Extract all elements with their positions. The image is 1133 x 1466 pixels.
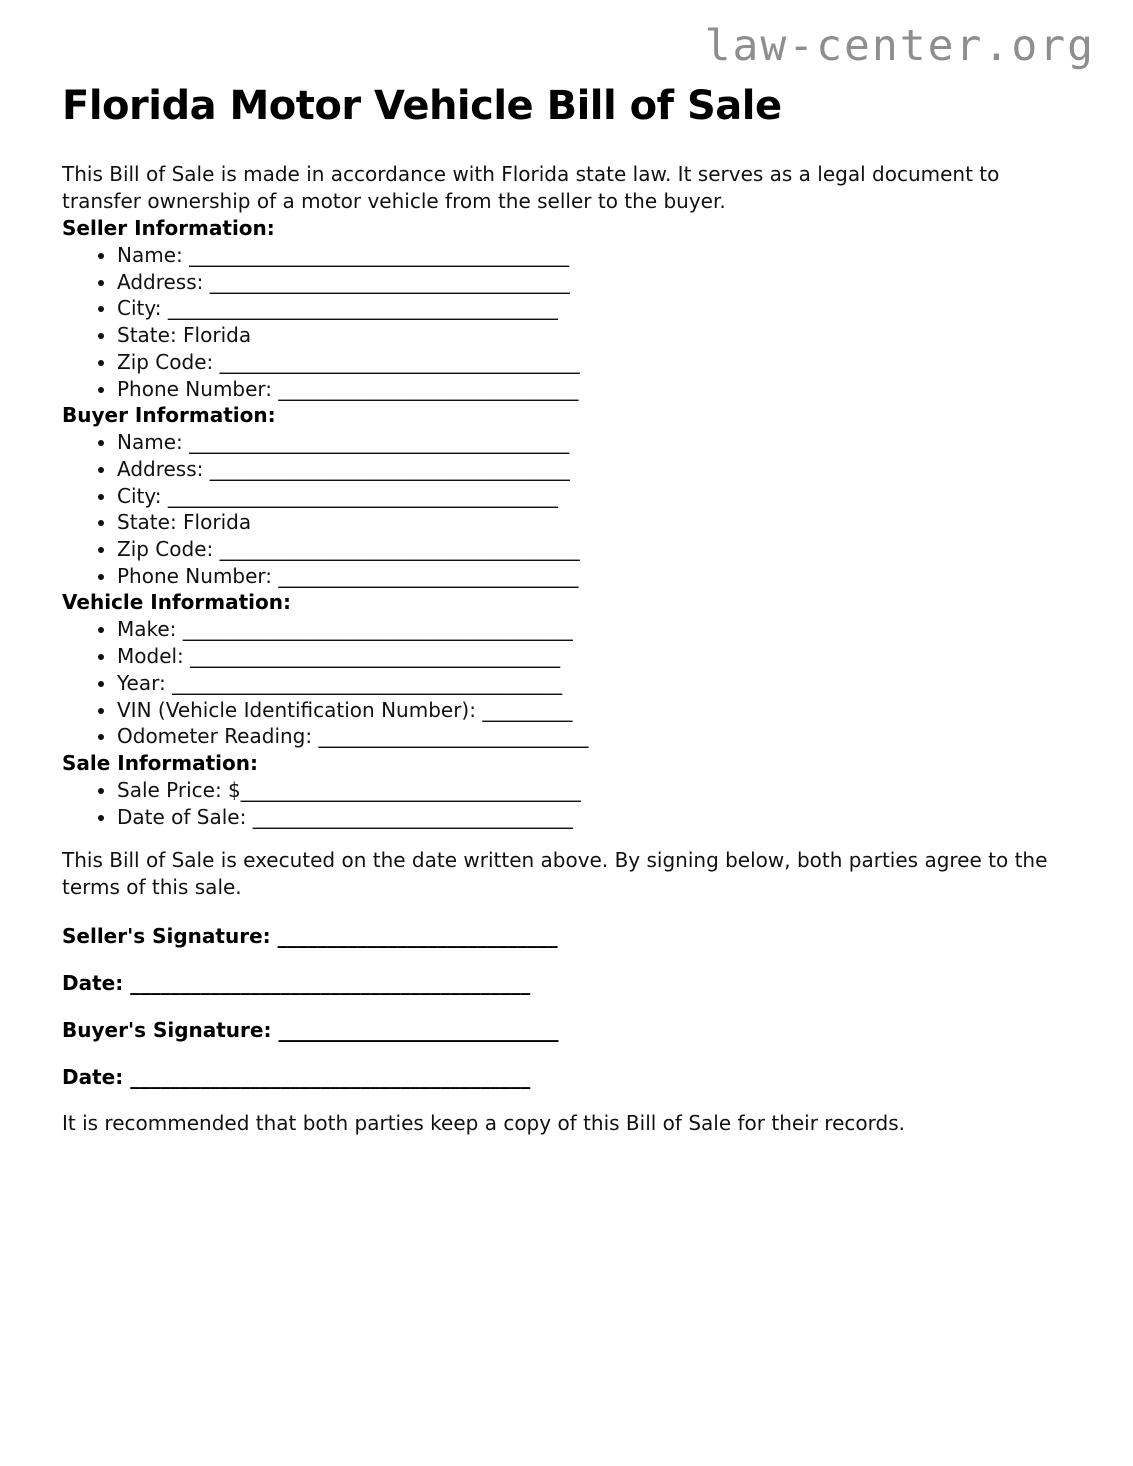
signature-label: Buyer's Signature:: [62, 1018, 272, 1043]
field-label: Model:: [117, 644, 184, 669]
vehicle-fields-list: [62, 616, 1071, 750]
signature-blank-line: ________________________________________: [123, 1065, 531, 1090]
field-label: Phone Number:: [117, 563, 273, 588]
seller-signature-row: [62, 923, 1071, 950]
field-seller-address: [117, 269, 1071, 296]
field-label: Zip Code:: [117, 349, 214, 374]
section-heading-seller: Seller Information:: [62, 216, 275, 240]
buyer-signature-row: [62, 1017, 1071, 1044]
field-blank-line: _______________________________________: [165, 670, 563, 695]
field-model: [117, 643, 1071, 670]
signature-blank-line: ____________________________: [271, 1018, 559, 1043]
seller-fields-list: [62, 242, 1071, 402]
field-blank-line: ____________________________________: [203, 456, 570, 481]
field-seller-city: [117, 295, 1071, 322]
field-label: Sale Price: $: [117, 777, 241, 802]
document-title: Florida Motor Vehicle Bill of Sale: [62, 83, 782, 129]
buyer-date-row: [62, 1064, 1071, 1091]
field-label: City:: [117, 483, 162, 508]
seller-date-row: [62, 970, 1071, 997]
field-sale-price: [117, 777, 1071, 804]
field-value: Florida: [176, 323, 252, 348]
site-watermark: law-center.org: [704, 21, 1095, 71]
field-label: Phone Number:: [117, 376, 273, 401]
field-label: Address:: [117, 456, 204, 481]
sale-fields-list: [62, 777, 1071, 830]
field-make: [117, 616, 1071, 643]
field-label: State:: [117, 510, 177, 535]
field-label: City:: [117, 296, 162, 321]
field-label: VIN (Vehicle Identification Number):: [117, 697, 476, 722]
field-blank-line: _____________________________________: [183, 644, 561, 669]
field-buyer-zip-code: [117, 536, 1071, 563]
field-vin: [117, 697, 1071, 724]
field-value: Florida: [176, 510, 252, 535]
footer-note: It is recommended that both parties keep a copy of this Bill of Sale for their records.: [62, 1111, 905, 1136]
buyer-information-section: [62, 402, 1071, 589]
field-seller-zip-code: [117, 349, 1071, 376]
execution-clause: This Bill of Sale is executed on the date written above. By signing below, both parties agree to the terms of this sale.: [62, 848, 1048, 900]
field-seller-phone-number: [117, 376, 1071, 403]
field-buyer-state: [117, 509, 1071, 536]
field-blank-line: ______________________________________: [182, 243, 570, 267]
field-blank-line: _______________________________________: [161, 296, 558, 321]
field-label: Zip Code:: [117, 537, 214, 562]
section-heading-buyer: Buyer Information:: [62, 403, 276, 428]
field-buyer-phone-number: [117, 563, 1071, 590]
field-odometer-reading: [117, 723, 1071, 750]
field-buyer-city: [117, 483, 1071, 510]
field-label: Date of Sale:: [117, 804, 247, 829]
field-label: Year:: [117, 670, 166, 695]
vehicle-information-section: [62, 589, 1071, 750]
field-label: Name:: [117, 430, 183, 455]
field-blank-line: ____________________________________: [203, 269, 570, 294]
field-blank-line: ______________________________: [272, 376, 579, 401]
field-buyer-address: [117, 456, 1071, 483]
field-label: State:: [117, 323, 177, 348]
field-blank-line: _______________________________________: [176, 617, 573, 642]
signature-label: Date:: [62, 971, 124, 996]
field-blank-line: ___________________________: [312, 724, 589, 749]
signature-label: Seller's Signature:: [62, 924, 271, 949]
field-blank-line: ________________________________: [246, 804, 573, 829]
field-buyer-name: [117, 429, 1071, 456]
sale-information-section: [62, 750, 1071, 830]
seller-information-section: [62, 215, 1071, 402]
buyer-fields-list: [62, 429, 1071, 589]
field-blank-line: _________: [475, 697, 573, 722]
field-seller-state: [117, 322, 1071, 349]
field-year: [117, 670, 1071, 697]
field-label: Name:: [117, 243, 183, 267]
field-blank-line: ______________________________: [272, 563, 579, 588]
field-blank-line: _______________________________________: [161, 483, 558, 508]
signature-label: Date:: [62, 1065, 124, 1090]
section-heading-vehicle: Vehicle Information:: [62, 590, 291, 615]
intro-paragraph: This Bill of Sale is made in accordance with Florida state law. It serves as a legal document to transfer ownership of a motor vehicle from the seller to the buyer.: [62, 162, 1000, 213]
signature-blank-line: ________________________________________: [123, 971, 531, 996]
field-label: Odometer Reading:: [117, 724, 313, 749]
signature-blank-line: ____________________________: [270, 924, 558, 949]
section-heading-sale: Sale Information:: [62, 750, 258, 775]
field-blank-line: __________________________________: [240, 777, 581, 802]
field-seller-name: [117, 242, 1071, 269]
field-blank-line: ____________________________________: [213, 349, 580, 374]
field-label: Make:: [117, 617, 177, 642]
field-date-of-sale: [117, 804, 1071, 831]
field-blank-line: ____________________________________: [213, 537, 580, 562]
field-blank-line: ______________________________________: [182, 430, 570, 455]
field-label: Address:: [117, 269, 204, 294]
